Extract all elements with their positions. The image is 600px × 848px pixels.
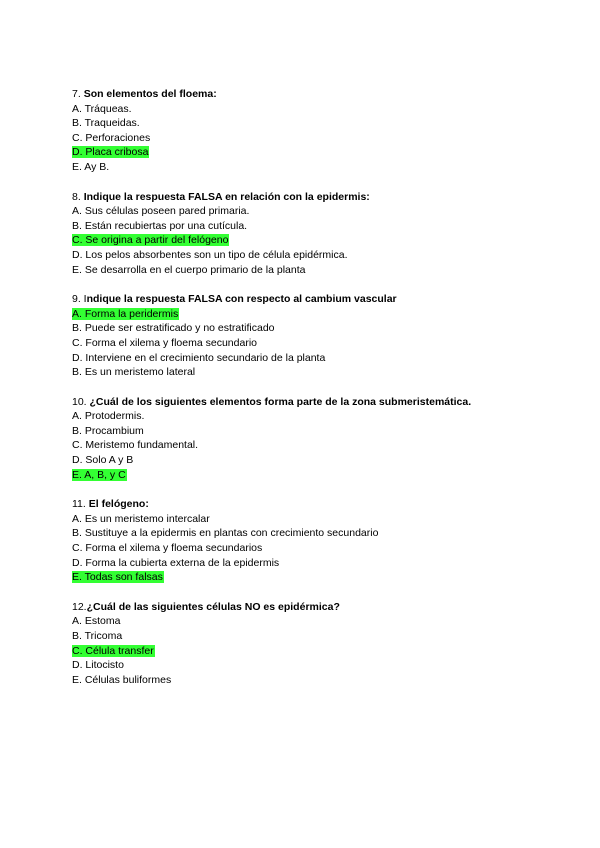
question-text: ¿Cuál de las siguientes células NO es epidérmica? — [86, 600, 340, 613]
question-text: El felógeno: — [88, 498, 149, 511]
answer-option — [72, 145, 600, 160]
answer-option-text: A. Protodermis. — [72, 410, 145, 423]
question-number: 10. — [72, 395, 90, 408]
answer-option — [72, 160, 600, 175]
answer-option-text: D. Solo A y B — [72, 454, 134, 467]
answer-option-highlighted: E. A, B, y C — [72, 468, 126, 481]
question-11 — [72, 497, 600, 585]
answer-option — [72, 556, 600, 571]
answer-option — [72, 307, 600, 322]
answer-option — [72, 658, 600, 673]
answer-option-text: B. Es un meristemo lateral — [72, 366, 196, 379]
answer-option — [72, 102, 600, 117]
question-number: 12. — [72, 600, 87, 613]
answer-option-text: A. Estoma — [72, 615, 121, 628]
answer-option — [72, 321, 600, 336]
answer-option — [72, 204, 600, 219]
question-10 — [72, 395, 600, 483]
answer-option-highlighted: C. Se origina a partir del felógeno — [72, 234, 229, 247]
question-8 — [72, 190, 600, 278]
answer-option — [72, 629, 600, 644]
answer-option — [72, 526, 600, 541]
answer-option-text: E. Se desarrolla en el cuerpo primario de la planta — [72, 263, 306, 276]
question-title — [72, 497, 600, 512]
answer-option-text: A. Sus células poseen pared primaria. — [72, 205, 250, 218]
answer-option-text: D. Los pelos absorbentes son un tipo de célula epidérmica. — [72, 248, 348, 261]
answer-option — [72, 116, 600, 131]
answer-option — [72, 336, 600, 351]
question-title — [72, 292, 600, 307]
answer-option-text: C. Forma el xilema y floema secundarios — [72, 542, 263, 555]
question-number: 7. — [72, 88, 84, 100]
answer-option — [72, 409, 600, 424]
answer-option — [72, 673, 600, 688]
answer-option — [72, 248, 600, 263]
answer-option-highlighted: E. Todas son falsas — [72, 571, 163, 584]
answer-option-text: C. Forma el xilema y floema secundario — [72, 336, 257, 349]
question-number: 11. — [72, 498, 89, 511]
question-12 — [72, 600, 600, 688]
answer-option-highlighted: C. Célula transfer — [72, 644, 154, 657]
answer-option-text: E. Células buliformes — [72, 673, 172, 686]
answer-option-text: E. Ay B. — [72, 160, 110, 173]
answer-option-text: B. Traqueidas. — [72, 117, 140, 130]
answer-option-text: D. Forma la cubierta externa de la epidermis — [72, 556, 280, 569]
question-number: 9. I — [72, 293, 87, 306]
answer-option-text: A. Es un meristemo intercalar — [72, 512, 210, 525]
answer-option-text: B. Tricoma — [72, 630, 123, 642]
answer-option-highlighted: A. Forma la peridermis — [72, 307, 179, 320]
question-text: ndique la respuesta FALSA con respecto al cambium vascular — [86, 293, 397, 306]
answer-option — [72, 570, 600, 585]
answer-option-highlighted: D. Placa cribosa — [72, 146, 149, 159]
answer-option — [72, 438, 600, 453]
question-title — [72, 395, 600, 410]
answer-option — [72, 453, 600, 468]
answer-option-text: C. Perforaciones — [72, 131, 151, 144]
answer-option-text: D. Interviene en el crecimiento secundario de la planta — [72, 351, 326, 364]
answer-option — [72, 468, 600, 483]
answer-option — [72, 131, 600, 146]
question-title — [72, 87, 600, 102]
answer-option — [72, 541, 600, 556]
question-title — [72, 600, 600, 615]
question-text: ¿Cuál de los siguientes elementos forma parte de la zona submeristemática. — [89, 395, 472, 408]
answer-option-text: B. Puede ser estratificado y no estratificado — [72, 322, 275, 335]
question-number: 8. — [72, 190, 84, 203]
answer-option — [72, 424, 600, 439]
answer-option-text: B. Procambium — [72, 424, 144, 437]
answer-option-text: C. Meristemo fundamental. — [72, 439, 199, 452]
question-title — [72, 190, 600, 205]
answer-option — [72, 263, 600, 278]
answer-option — [72, 365, 600, 380]
answer-option — [72, 644, 600, 659]
answer-option — [72, 512, 600, 527]
answer-option-text: D. Litocisto — [72, 659, 124, 672]
answer-option-text: B. Sustituye a la epidermis en plantas con crecimiento secundario — [72, 527, 379, 540]
question-text: Indique la respuesta FALSA en relación con la epidermis: — [83, 190, 370, 203]
answer-option — [72, 233, 600, 248]
answer-option-text: A. Tráqueas. — [72, 102, 132, 115]
answer-option-text: B. Están recubiertas por una cutícula. — [72, 219, 248, 232]
answer-option — [72, 614, 600, 629]
question-text: Son elementos del floema: — [83, 88, 217, 100]
answer-option — [72, 351, 600, 366]
question-9 — [72, 292, 600, 380]
answer-option — [72, 219, 600, 234]
question-7 — [72, 87, 600, 175]
